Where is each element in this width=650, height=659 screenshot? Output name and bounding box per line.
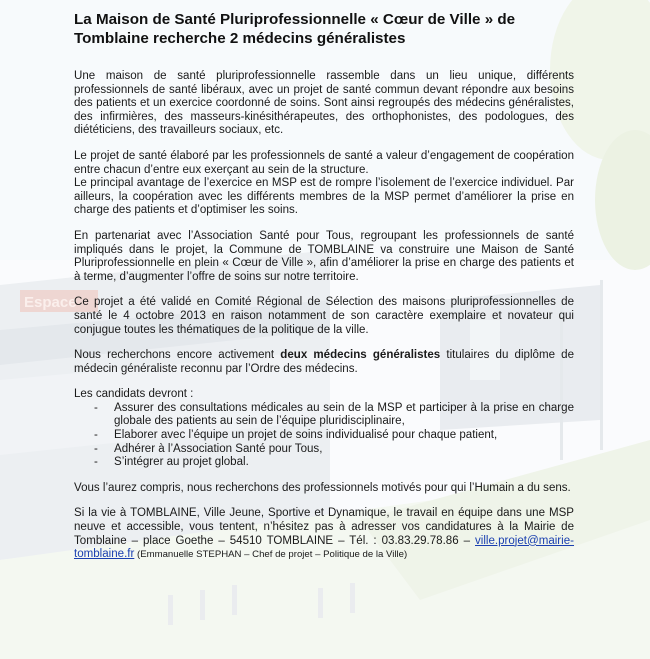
title-line-1: La Maison de Santé Pluriprofessionnelle « Cœur de Ville » de: [74, 11, 516, 28]
candidates-intro: Les candidats devront :: [74, 388, 194, 401]
document: [74, 10, 574, 574]
list-item-text: Elaborer avec l’équipe un projet de soins individualisé pour chaque patient,: [114, 429, 498, 442]
paragraph-contact: [74, 507, 574, 561]
list-item: [74, 456, 574, 470]
paragraph-validation: Ce projet a été validé en Comité Régional de Sélection des maisons pluriprofessionnelles de santé le 4 octobre 2013 en raison notamment de son caractère exemplaire et novateur qui conjugue toutes les thématiques de la politique de la ville.: [74, 296, 574, 336]
paragraph-msp-definition: Une maison de santé pluriprofessionnelle rassemble dans un lieu unique, différents professionnels de santé libéraux, avec un projet de santé commun devant répondre aux besoins des patients et un exercice coordonné de soins. Sont ainsi regroupés des médecins généralistes, des infirmières, des masseurs-kinésithérapeutes, des orthophonistes, des podologues, des diététiciens, des travailleurs sociaux, etc.: [74, 70, 574, 137]
recruitment-text-post: titulaires du diplôme de médecin généraliste reconnu par l’Ordre des médecins.: [74, 349, 574, 375]
list-item: [74, 402, 574, 429]
paragraph-partnership: En partenariat avec l’Association Santé pour Tous, regroupant les professionnels de santé impliqués dans le projet, la Commune de TOMBLAINE va construire une Maison de Santé Pluriprofessionnelle en plein « Cœur de Ville », afin d’améliorer la prise en charge des patients et à terme, d’augmenter l’offre de soins sur notre territoire.: [74, 229, 574, 283]
list-item-text: S’intégrer au projet global.: [114, 456, 249, 469]
dash-bullet: -: [94, 456, 98, 469]
paragraph-recruitment: [74, 349, 574, 376]
candidates-list: [74, 402, 574, 470]
contact-email-link[interactable]: ville.projet@mairie-tomblaine.fr: [74, 534, 574, 561]
recruitment-highlight: deux médecins généralistes: [280, 349, 441, 362]
paragraph-motivation: Vous l’aurez compris, nous recherchons des professionnels motivés pour qui l’Humain a du sens.: [74, 481, 571, 494]
list-item-text: Assurer des consultations médicales au sein de la MSP et participer à la prise en charge globale des patients au sein de l’équipe pluridisciplinaire,: [114, 401, 574, 428]
paragraph-msp-advantages: Le principal avantage de l’exercice en MSP est de rompre l’isolement de l’exercice individuel. Par ailleurs, la coopération avec les différents membres de la MSP permet d’améliorer la prise en charge des patients et d’optimiser les soins.: [74, 177, 574, 217]
recruitment-text-pre: Nous recherchons encore activement: [74, 349, 281, 362]
list-item: [74, 443, 574, 457]
dash-bullet: -: [94, 429, 98, 442]
dash-bullet: -: [94, 442, 98, 455]
list-item-text: Adhérer à l’Association Santé pour Tous,: [114, 442, 323, 455]
page-title: [74, 10, 574, 48]
list-item: [74, 429, 574, 443]
paragraph-health-project: Le projet de santé élaboré par les professionnels de santé a valeur d’engagement de coopération entre chacun d’entre eux exerçant au sein de la structure.: [74, 149, 574, 176]
dash-bullet: -: [94, 401, 98, 414]
contact-signature: (Emmanuelle STEPHAN – Chef de projet – Politique de la Ville): [134, 549, 408, 561]
title-line-2: Tomblaine recherche 2 médecins généralistes: [74, 30, 406, 47]
contact-text: Si la vie à TOMBLAINE, Ville Jeune, Sportive et Dynamique, le travail en équipe dans une MSP neuve et accessible, vous tentent, n’hésitez pas à adresser vos candidatures à la Mairie de Tomblaine – place Goethe – 54510 TOMBLAINE – Tél. : 03.83.29.78.86 –: [74, 507, 574, 547]
